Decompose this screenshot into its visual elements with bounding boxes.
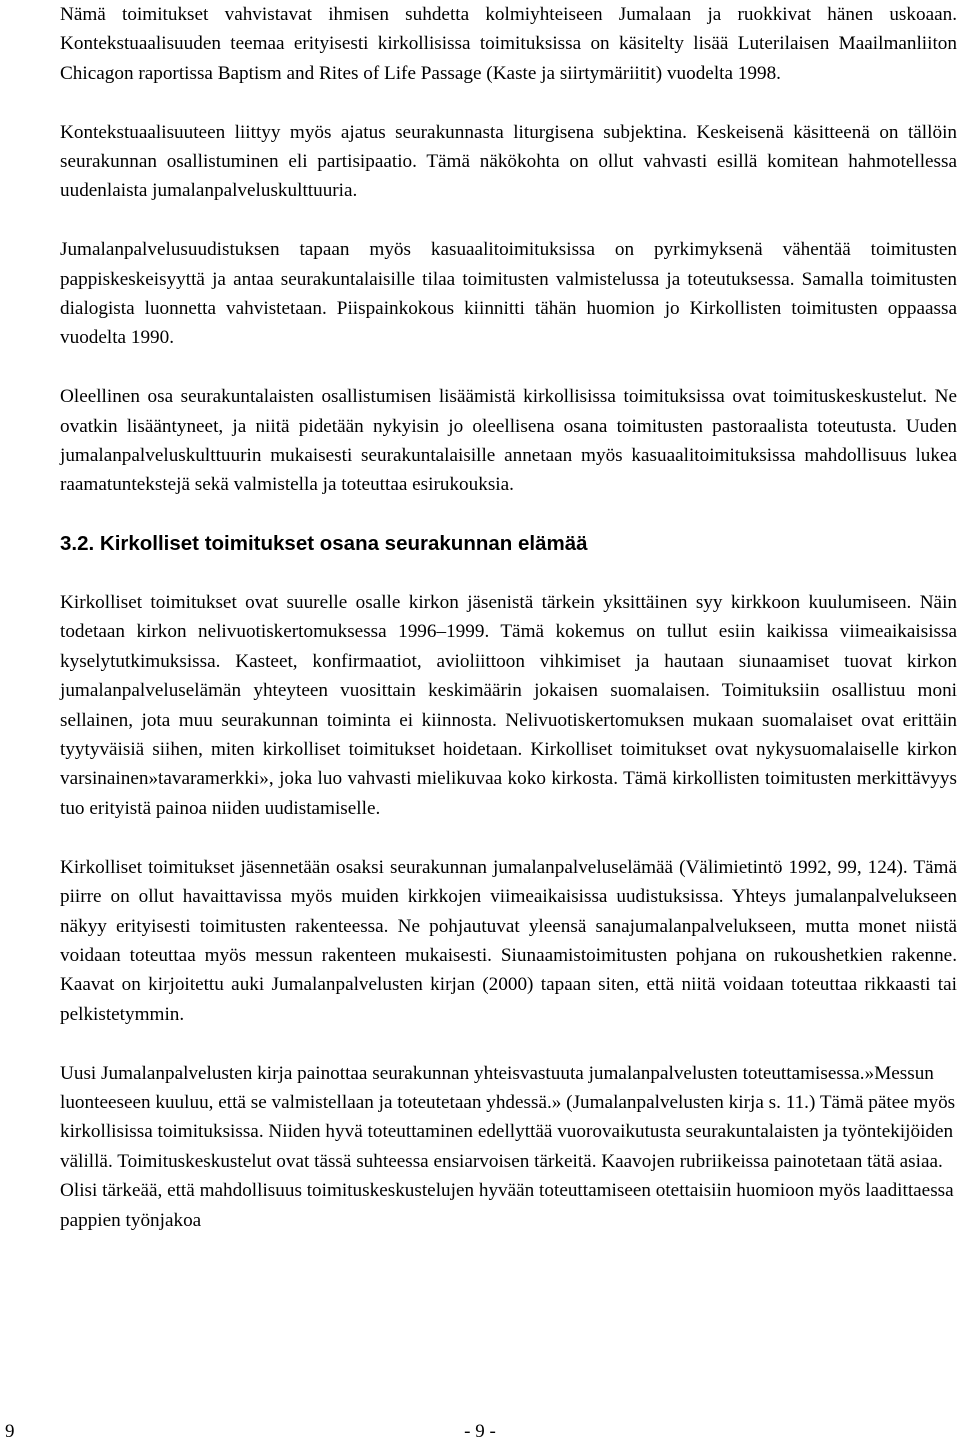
footer-left-number: 9 xyxy=(5,1421,15,1442)
footer-page-number xyxy=(0,1420,960,1444)
paragraph-2: Kontekstuaalisuuteen liittyy myös ajatus seurakunnasta liturgisena subjektina. Keskeisenä käsitteenä on tällöin seurakunnan osallistuminen eli partisipaatio. Tämä näkökohta on ollut vahvasti esillä komitean hahmotellessa uudenlaista jumalanpalveluskulttuuria. xyxy=(60,121,957,202)
page-number-label: - 9 - xyxy=(464,1421,496,1442)
section-paragraph-2: Kirkolliset toimitukset jäsennetään osaksi seurakunnan jumalanpalveluselämää (Välimietintö 1992, 99, 124). Tämä piirre on ollut havaittavissa myös muiden kirkkojen viimeaikaisissa uudistuksissa. Yhteys jumalanpalvelukseen näkyy erityisesti toimitusten rakenteessa. Ne pohjautuvat yleensä sanajumalanpalvelukseen, mutta monet niistä voidaan toteuttaa myös messun rakenteen mukaisesti. Siunaamistoimitusten pohjana on rukoushetkien rakenne. Kaavat on kirjoitettu auki Jumalanpalvelusten kirjan (2000) tapaan siten, että niitä voidaan toteuttaa rikkaasti tai pelkistetymmin. xyxy=(60,856,957,1025)
section-heading: 3.2. Kirkolliset toimitukset osana seurakunnan elämää xyxy=(60,532,588,556)
paragraph-3: Jumalanpalvelusuudistuksen tapaan myös kasuaalitoimituksissa on pyrkimyksenä vähentää toimitusten pappiskeskeisyyttä ja antaa seurakuntalaisille tilaa toimitusten valmistelussa ja toteutuksessa. Samalla toimitusten dialogista luonnetta vahvistetaan. Piispainkokous kiinnitti tähän huomion jo Kirkollisten toimitusten oppaassa vuodelta 1990. xyxy=(60,239,957,349)
document-page xyxy=(60,0,957,1235)
section-paragraph-3: Uusi Jumalanpalvelusten kirja painottaa seurakunnan yhteisvastuuta jumalanpalvelusten toteuttamisessa.»Messun luonteeseen kuuluu, että se valmistellaan ja toteutetaan yhdessä.» (Jumalanpalvelusten kirja s. 11.) Tämä pätee myös kirkollisissa toimituksissa. Niiden hyvä toteuttaminen edellyttää vuorovaikutusta seurakuntalaisten ja työntekijöiden välillä. Toimituskeskustelut ovat tässä suhteessa ensiarvoisen tärkeitä. Kaavojen rubriikeissa painotetaan tätä asiaa. Olisi tärkeää, että mahdollisuus toimituskeskustelujen hyvään toteuttamiseen otettaisiin huomioon myös laadittaessa pappien työnjakoa xyxy=(60,1062,956,1231)
paragraph-4: Oleellinen osa seurakuntalaisten osallistumisen lisäämistä kirkollisissa toimituksissa ovat toimituskeskustelut. Ne ovatkin lisääntyneet, ja niitä pidetään nykyisin jo oleellisena osana toimitusten pastoraalista toteutusta. Uuden jumalanpalveluskulttuurin mukaisesti seurakuntalaisille annetaan myös kasuaalitoimituksissa mahdollisuus lukea raamatuntekstejä sekä valmistella ja toteuttaa esirukouksia. xyxy=(60,386,957,496)
section-paragraph-1: Kirkolliset toimitukset ovat suurelle osalle kirkon jäsenistä tärkein yksittäinen syy kirkkoon kuulumiseen. Näin todetaan kirkon nelivuotiskertomuksessa 1996–1999. Tämä kokemus on tullut esiin kaikissa viimeaikaisissa kyselytutkimuksissa. Kasteet, konfirmaatiot, avioliittoon vihkimiset ja hautaan siunaamiset tuovat kirkon jumalanpalveluselämän yhteyteen vuosittain keskimäärin jokaisen suomalaisen. Toimituksiin osallistuu moni sellainen, jota muu seurakunnan toiminta ei kiinnosta. Nelivuotiskertomuksen mukaan suomalaiset ovat erittäin tyytyväisiä siihen, miten kirkolliset toimitukset hoidetaan. Kirkolliset toimitukset ovat nykysuomalaiselle kirkon varsinainen»tavaramerkki», joka luo vahvasti mielikuvaa koko kirkosta. Tämä kirkollisten toimitusten merkittävyys tuo erityistä painoa niiden uudistamiselle. xyxy=(60,592,957,819)
paragraph-1: Nämä toimitukset vahvistavat ihmisen suhdetta kolmiyhteiseen Jumalaan ja ruokkivat hänen uskoaan. Kontekstuaalisuuden teemaa erityisesti kirkollisissa toimituksissa on käsitelty lisää Luterilaisen Maailmanliiton Chicagon raportissa Baptism and Rites of Life Passage (Kaste ja siirtymäriitit) vuodelta 1998. xyxy=(60,4,957,84)
